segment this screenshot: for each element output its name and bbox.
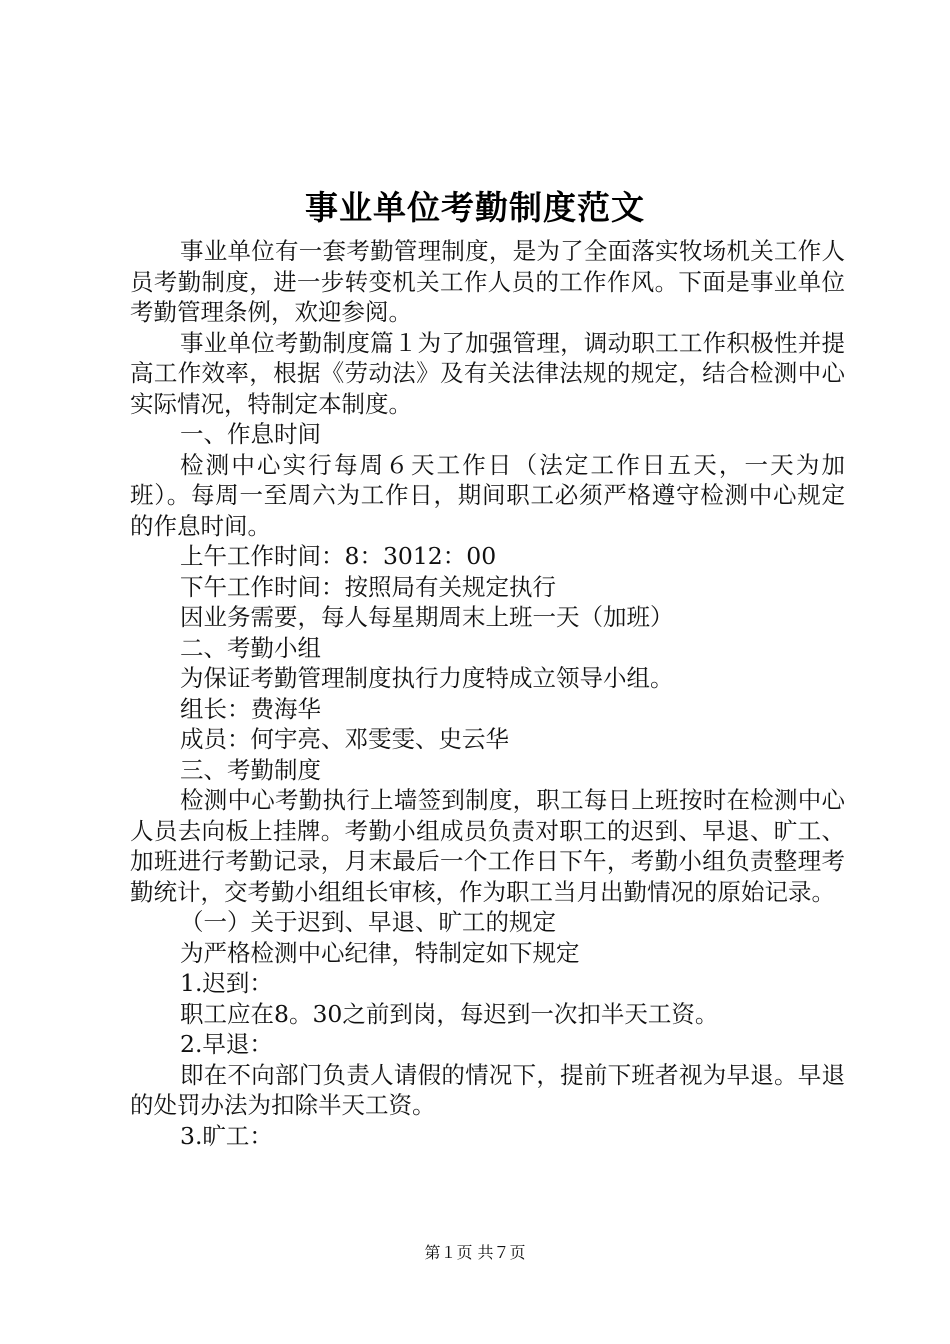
section-heading-attendance-rules: 三、考勤制度 <box>180 755 321 784</box>
item-heading-early-leave: 2.早退： <box>180 1030 273 1058</box>
page-footer: 第１页 共７页 <box>424 1243 526 1262</box>
section-heading-work-hours: 一、作息时间 <box>180 420 321 448</box>
document-body <box>130 236 845 1151</box>
paragraph-late-rule: 职工应在8。30之前到岗，每迟到一次扣半天工资。 <box>180 999 719 1028</box>
paragraph-morning-hours: 上午工作时间：8：3012：00 <box>180 542 497 570</box>
item-heading-absence: 3.旷工： <box>180 1121 273 1150</box>
paragraph-sign-in-rules: 检测中心考勤执行上墙签到制度，职工每日上班按时在检测中心人员去向板上挂牌。考勤小组成员负责对职工的迟到、早退、旷工、加班进行考勤记录，月末最后一个工作日下午，考勤小组负责整理考勤统计，交考勤小组组长审核，作为职工当月出勤情况的原始记录。 <box>130 786 845 906</box>
paragraph-group-purpose: 为保证考勤管理制度执行力度特成立领导小组。 <box>180 664 674 692</box>
item-heading-late: 1.迟到： <box>180 969 273 997</box>
paragraph-weekend-duty: 因业务需要，每人每星期周末上班一天（加班） <box>180 603 674 631</box>
paragraph-afternoon-hours: 下午工作时间：按照局有关规定执行 <box>180 572 556 601</box>
paragraph-purpose: 事业单位考勤制度篇１为了加强管理，调动职工工作积极性并提高工作效率，根据《劳动法》及有关法律法规的规定，结合检测中心实际情况，特制定本制度。 <box>130 328 845 418</box>
section-heading-attendance-group: 二、考勤小组 <box>180 633 321 662</box>
paragraph-group-leader: 组长：费海华 <box>180 694 321 723</box>
paragraph-intro: 事业单位有一套考勤管理制度，是为了全面落实牧场机关工作人员考勤制度，进一步转变机关工作人员的工作作风。下面是事业单位考勤管理条例，欢迎参阅。 <box>130 237 845 326</box>
subsection-heading-lateness: （一）关于迟到、早退、旷工的规定 <box>180 908 556 936</box>
paragraph-group-members: 成员：何宇亮、邓雯雯、史云华 <box>180 725 509 753</box>
document-title: 事业单位考勤制度范文 <box>305 188 645 227</box>
paragraph-discipline: 为严格检测中心纪律，特制定如下规定 <box>180 938 580 967</box>
paragraph-work-days: 检测中心实行每周６天工作日（法定工作日五天，一天为加班）。每周一至周六为工作日，期间职工必须严格遵守检测中心规定的作息时间。 <box>130 450 845 540</box>
paragraph-early-leave-rule: 即在不向部门负责人请假的情况下，提前下班者视为早退。早退的处罚办法为扣除半天工资。 <box>130 1060 845 1119</box>
